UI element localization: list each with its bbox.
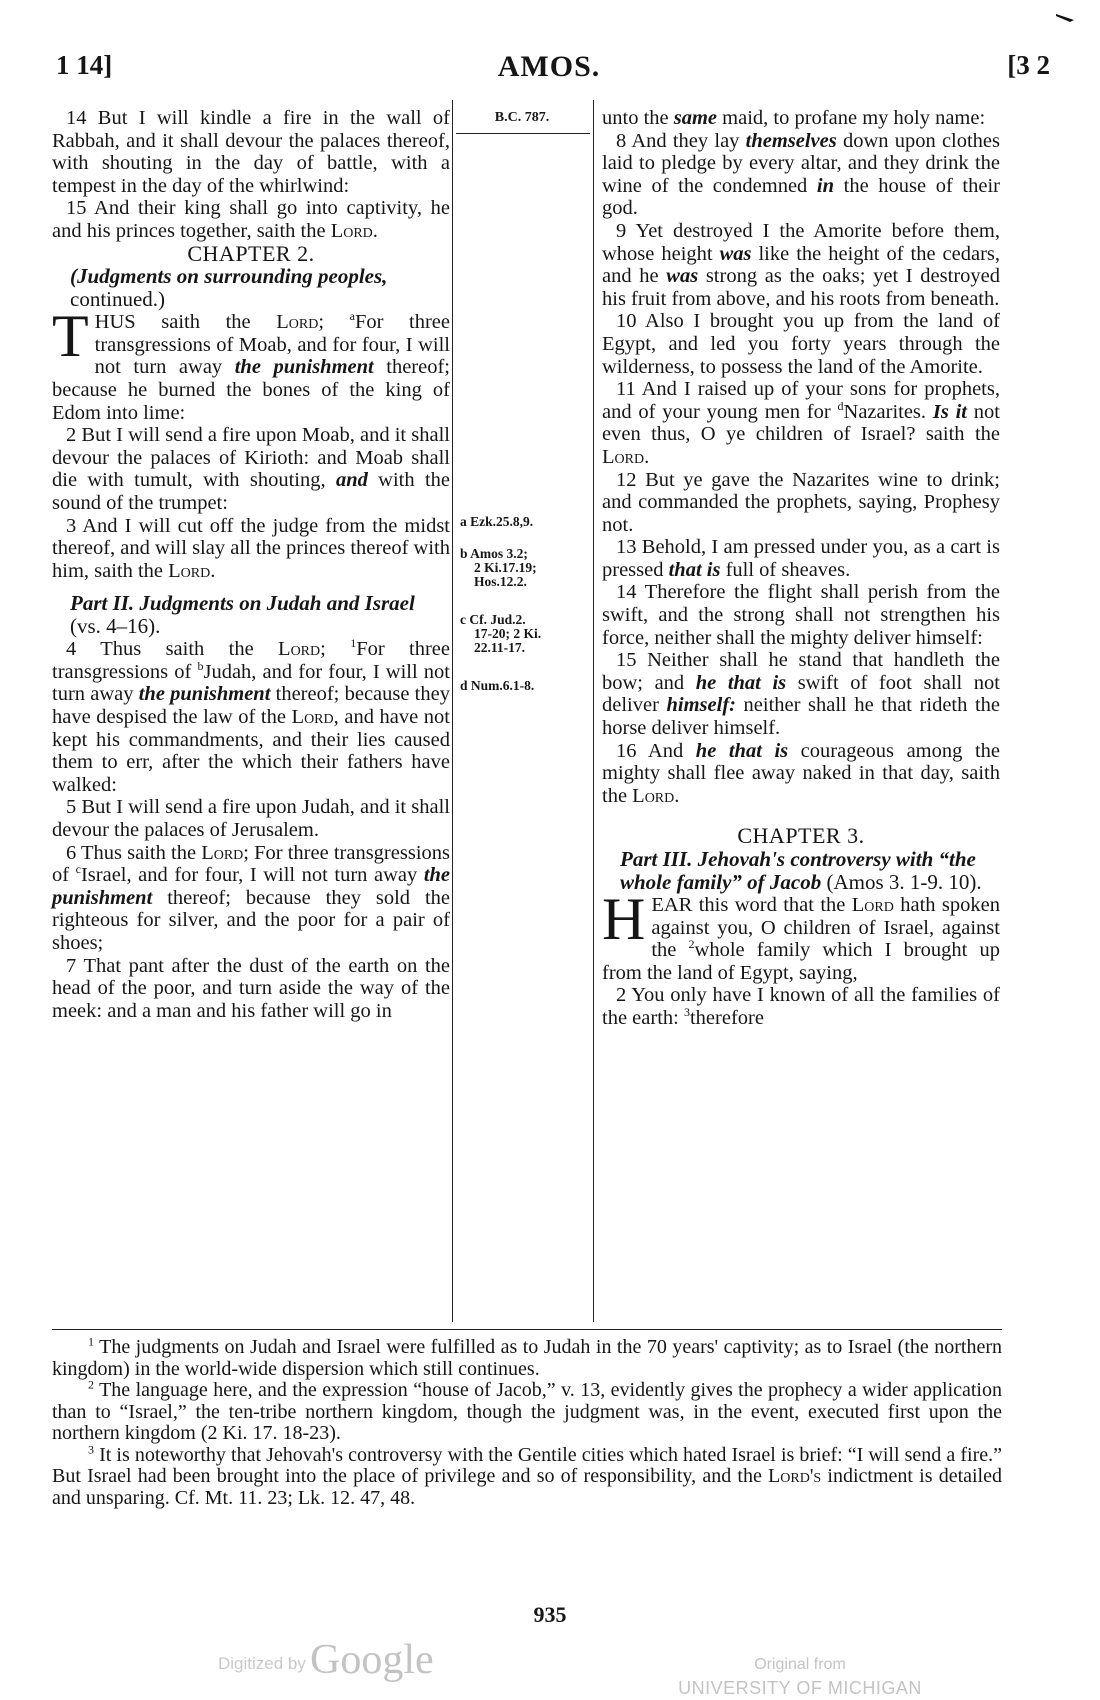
chapter-2-heading: CHAPTER 2. [187, 240, 315, 266]
drop-cap-h: H [602, 886, 646, 952]
google-logo: Google [310, 1637, 434, 1683]
verse-1-14: 14 But I will kindle a fire in the wall of Rabbah, and it shall devour the palaces thereof, with shouting in the day of battle, with a tempest in the day of the whirlwind: [52, 107, 450, 197]
verse-2-3: 3 And I will cut off the judge from the midst thereof, and will slay all the princes thereof with him, saith the Lord. [52, 514, 450, 582]
verse-2-4: 4 Thus saith the Lord; $^1$For three transgressions of $^b$Judah, and for four, I will not turn away the punishment thereof; because they have despised the law of the Lord, and have not kept his commandments, and their lies caused them to err, after the which their fathers have walked: [52, 636, 450, 796]
verse-2-2: 2 But I will send a fire upon Moab, and it shall devour the palaces of Kirioth: and Moab shall die with tumult, with shouting, and with the sound of the trumpet: [52, 424, 450, 514]
verse-2-12: 12 But ye gave the Nazarites wine to drink; and commanded the prophets, saying, Prophesy not. [602, 468, 1000, 536]
right-text-column [602, 107, 1000, 1030]
verse-2-7-cont: unto the same maid, to profane my holy name: [602, 107, 986, 129]
verse-2-15: 15 Neither shall he stand that handleth the bow; and he that is swift of foot shall not deliver himself: neither shall he that rideth the horse deliver himself. [602, 649, 1001, 740]
verse-2-9: 9 Yet destroyed I the Amorite before them, whose height was like the height of the cedars, and he was strong as the oaks; yet I destroyed his fruit from above, and his roots from beneath. [602, 219, 1001, 310]
chapter-2-subheading: (Judgments on surrounding peoples, continued.) [70, 264, 388, 312]
verse-2-7: 7 That pant after the dust of the earth on the head of the poor, and turn aside the way of the meek: and a man and his father will go in [52, 954, 450, 1022]
column-rule-left [452, 100, 453, 1322]
bc-underline [456, 133, 590, 134]
footnote-2: $^2$ The language here, and the expression “house of Jacob,” v. 13, evidently gives the prophecy a wider application than to “Israel,” the ten-tribe northern kingdom, though the judgment was, in the event, executed first upon the northern kingdom (2 Ki. 17. 18-23). [52, 1377, 1002, 1444]
chapter-3-heading: CHAPTER 3. [737, 823, 865, 849]
header-right: [3 2 [1007, 50, 1050, 80]
ref-b: b Amos 3.2; 2 Ki.17.19; Hos.12.2. [460, 546, 537, 589]
university-label: UNIVERSITY OF MICHIGAN [678, 1678, 922, 1698]
verse-2-13: 13 Behold, I am pressed under you, as a cart is pressed that is full of sheaves. [602, 536, 1000, 581]
verse-2-1: THUS saith the Lord; $^a$For three transgressions of Moab, and for four, I will not turn away the punishment thereof; because he burned the bones of the king of Edom into lime: [52, 303, 450, 424]
ref-c: c Cf. Jud.2. 17-20; 2 Ki. 22.11-17. [460, 612, 542, 655]
verse-3-1: HEAR this word that the Lord hath spoken against you, O children of Israel, against the $^2$whole family which I brought up from the land of Egypt, saying, [602, 886, 1001, 984]
verse-2-14: 14 Therefore the flight shall perish from the swift, and the strong shall not strengthen his force, neither shall the mighty deliver himself: [602, 581, 1000, 649]
verse-2-16: 16 And he that is courageous among the mighty shall flee away naked in that day, saith the Lord. [602, 739, 1000, 807]
digitized-by-label: Digitized by [218, 1654, 306, 1673]
header-book-title: AMOS. [497, 50, 601, 83]
footnote-3: $^3$ It is noteworthy that Jehovah's controversy with the Gentile cities which hated Israel is brief: “I will send a fire.” But Israel had been brought into the place of privilege and so of responsibility, and the Lord's indictment is detailed and unsparing. Cf. Mt. 11. 23; Lk. 12. 47, 48. [52, 1441, 1002, 1509]
ref-a: a Ezk.25.8,9. [460, 514, 534, 529]
verse-3-2: 2 You only have I known of all the families of the earth: $^3$therefore [602, 984, 1000, 1029]
part-3-heading: Part III. Jehovah's controversy with “the whole family” of Jacob (Amos 3. 1-9. 10). [620, 847, 982, 894]
footnotes [52, 1334, 1002, 1509]
left-text-column [52, 107, 450, 1022]
verse-2-5: 5 But I will send a fire upon Judah, and it shall devour the palaces of Jerusalem. [52, 796, 450, 842]
footnote-1: $^1$ The judgments on Judah and Israel were fulfilled as to Judah in the 70 years' captivity; as to Israel (the northern kingdom) in the world-wide dispersion which still continues. [52, 1334, 1002, 1380]
date-label: B.C. 787. [494, 110, 550, 125]
verse-2-6: 6 Thus saith the Lord; For three transgressions of $^c$Israel, and for four, I will not turn away the punishment thereof; because they sold the righteous for silver, and the poor for a pair of shoes; [52, 841, 451, 954]
verse-2-8: 8 And they lay themselves down upon clothes laid to pledge by every altar, and they drink the wine of the condemned in the house of their god. [602, 129, 1001, 220]
margin-references [456, 107, 588, 693]
original-from-label: Original from [754, 1656, 846, 1673]
page-number: 935 [533, 1602, 567, 1627]
drop-cap-t: T [52, 303, 89, 370]
part-2-heading: Part II. Judgments on Judah and Israel (vs. 4–16). [70, 591, 415, 639]
footnote-rule [52, 1329, 1002, 1330]
ref-d: d Num.6.1-8. [460, 678, 535, 693]
corner-mark [1056, 12, 1074, 22]
verse-2-11: 11 And I raised up of your sons for prophets, and of your young men for $^d$Nazarites. Is it not even thus, O ye children of Israel? saith the Lord. [602, 378, 1000, 468]
running-header [48, 50, 1050, 90]
verse-2-10: 10 Also I brought you up from the land of Egypt, and led you forty years through the wilderness, to possess the land of the Amorite. [602, 310, 1000, 378]
header-left: 1 14] [56, 50, 113, 80]
verse-1-15: 15 And their king shall go into captivity, he and his princes together, saith the Lord. [52, 197, 450, 242]
column-rule-right [593, 100, 594, 1322]
